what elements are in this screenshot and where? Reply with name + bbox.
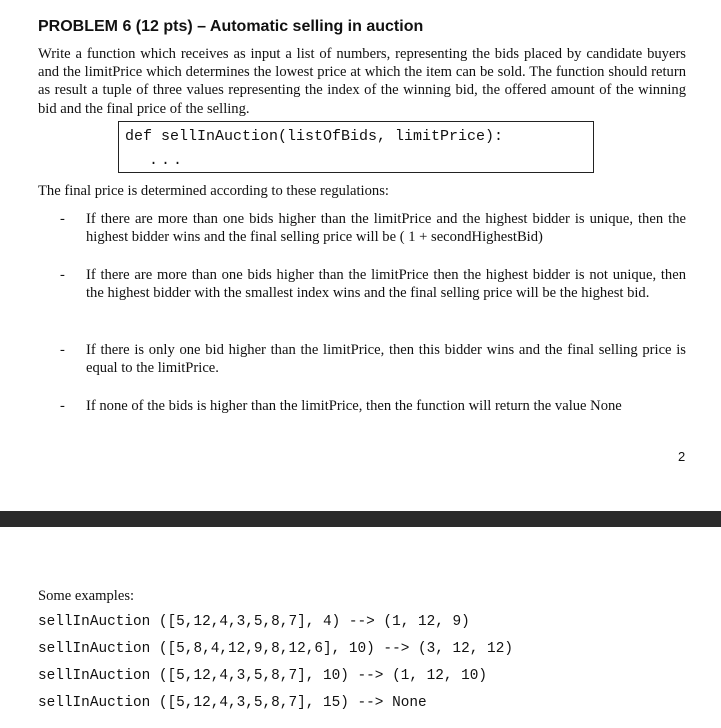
- example-line: sellInAuction ([5,12,4,3,5,8,7], 4) --> (1, 12, 9): [38, 614, 470, 630]
- rule-item: [60, 210, 686, 246]
- bullet-dash: -: [60, 211, 65, 227]
- rule-item: [60, 266, 686, 302]
- example-line: sellInAuction ([5,8,4,12,9,8,12,6], 10) --> (3, 12, 12): [38, 641, 513, 657]
- function-signature-box: [118, 121, 594, 173]
- rule-text: If there are more than one bids higher than the limitPrice then the highest bidder is not unique, then the highest bidder with the smallest index wins and the final selling price will be the highest bid.: [86, 267, 686, 301]
- rules-lead: The final price is determined according to these regulations:: [38, 183, 389, 199]
- problem-title: PROBLEM 6 (12 pts) – Automatic selling in auction: [38, 18, 424, 35]
- rule-text: If there are more than one bids higher than the limitPrice and the highest bidder is unique, then the highest bidder wins and the final selling price will be ( 1 + secondHighestBid): [86, 211, 686, 245]
- rule-text: If none of the bids is higher than the limitPrice, then the function will return the value None: [86, 398, 622, 414]
- example-line: sellInAuction ([5,12,4,3,5,8,7], 10) --> (1, 12, 10): [38, 668, 488, 684]
- rule-text: If there is only one bid higher than the limitPrice, then this bidder wins and the final selling price is equal to the limitPrice.: [86, 342, 686, 376]
- function-body-ellipsis: ...: [149, 152, 186, 169]
- problem-description: Write a function which receives as input a list of numbers, representing the bids placed by candidate buyers and the limitPrice which determines the lowest price at which the item can be sold. The function should return as result a tuple of three values representing the index of the winning bid, the offered amount of the winning bid and the final price of the selling.: [38, 46, 686, 117]
- page-number: 2: [678, 449, 686, 464]
- function-signature: def sellInAuction(listOfBids, limitPrice):: [125, 128, 504, 145]
- bullet-dash: -: [60, 398, 65, 414]
- page-separator-bar: [0, 511, 721, 527]
- bullet-dash: -: [60, 342, 65, 358]
- rule-item: [60, 397, 686, 415]
- examples-lead: Some examples:: [38, 588, 135, 604]
- example-line: sellInAuction ([5,12,4,3,5,8,7], 15) --> None: [38, 695, 427, 711]
- bullet-dash: -: [60, 267, 65, 283]
- rule-item: [60, 341, 686, 377]
